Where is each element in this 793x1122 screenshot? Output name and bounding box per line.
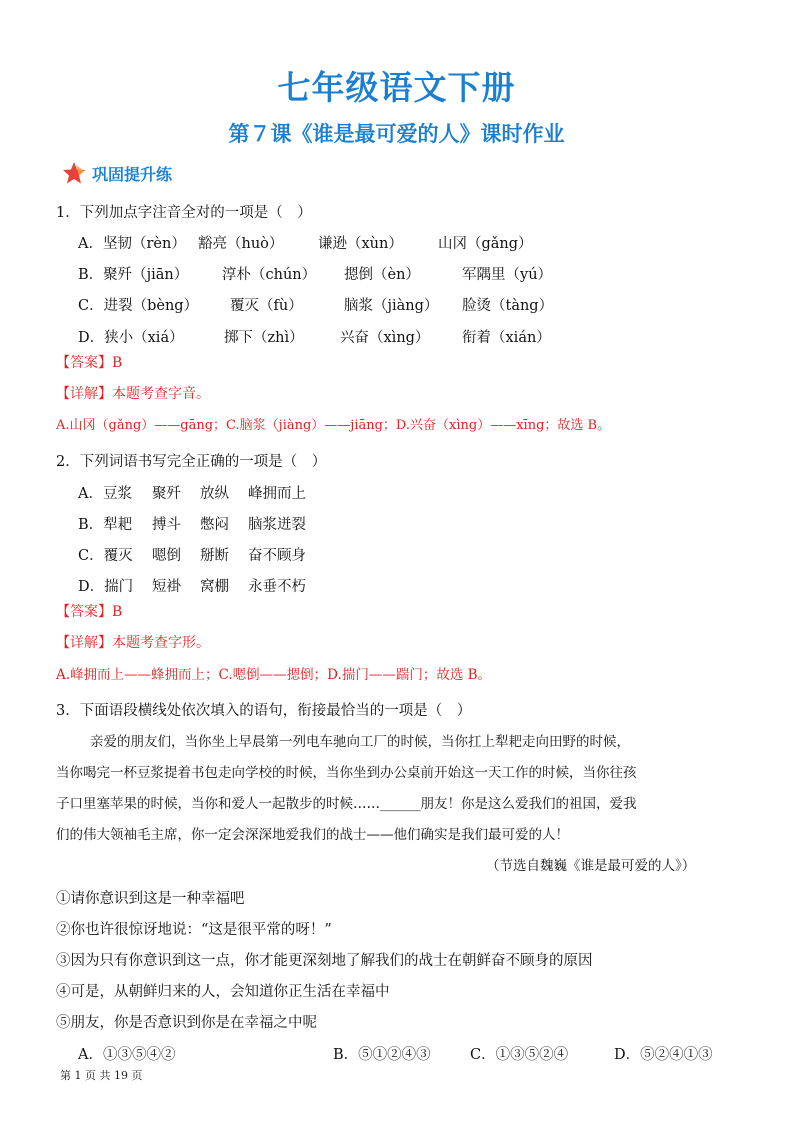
q1-a-4: 山冈（gǎng） [438, 236, 533, 252]
q1-b-3: 摁倒（èn） [344, 267, 420, 283]
q1-c-4: 脸烫（tàng） [462, 298, 554, 314]
lesson-subtitle: 第７课《谁是最可爱的人》课时作业 [228, 122, 565, 146]
q2-d-1: D．揣门 [78, 579, 134, 595]
q2-answer: 【答案】B [56, 604, 123, 620]
q3-passage-line-2: 当你喝完一杯豆浆提着书包走向学校的时候，当你坐到办公桌前开始这一天工作的时候，当你往孩 [56, 765, 637, 781]
q2-b-4: 脑浆迸裂 [248, 517, 306, 533]
q1-b-1: B．聚歼（jiān） [78, 267, 189, 283]
q1-b-4: 军隅里（yú） [462, 267, 553, 283]
q3-statement-5: ⑤朋友，你是否意识到你是在幸福之中呢 [56, 1015, 317, 1031]
question-2-stem: 2．下列词语书写完全正确的一项是（ ） [56, 454, 327, 470]
q3-passage-line-1: 亲爱的朋友们，当你坐上早晨第一列电车驰向工厂的时候，当你扛上犁耙走向田野的时候， [90, 734, 630, 750]
q2-d-4: 永垂不朽 [248, 579, 306, 595]
q1-c-2: 覆灭（fù） [230, 298, 303, 314]
q2-b-2: 搏斗 [152, 517, 181, 533]
q2-a-2: 聚歼 [152, 486, 181, 502]
q2-d-3: 窝棚 [200, 579, 229, 595]
q3-statement-2: ②你也许很惊讶地说：“这是很平常的呀！” [56, 922, 332, 938]
q3-choice-a: A．①③⑤④② [78, 1047, 176, 1063]
q2-a-3: 放纵 [200, 486, 229, 502]
q3-source: （节选自魏巍《谁是最可爱的人》） [486, 858, 696, 874]
q3-statement-1: ①请你意识到这是一种幸福吧 [56, 891, 245, 907]
q1-a-1: A．坚韧（rèn） [78, 236, 186, 252]
q1-option-c [78, 294, 553, 315]
q3-choice-d: D．⑤②④①③ [614, 1047, 713, 1063]
page-title: 七年级语文下册 [277, 68, 516, 107]
q1-option-d [78, 326, 551, 347]
q1-b-2: 淳朴（chún） [222, 267, 317, 283]
q1-d-2: 掷下（zhì） [224, 330, 304, 346]
q2-c-2: 嗯倒 [152, 548, 181, 564]
q3-choice-c: C．①③⑤②④ [470, 1047, 569, 1063]
q1-answer: 【答案】B [56, 355, 123, 371]
q3-passage-line-4: 们的伟大领袖毛主席，你一定会深深地爱我们的战士——他们确实是我们最可爱的人！ [56, 827, 569, 843]
question-3-stem: 3．下面语段横线处依次填入的语句，衔接最恰当的一项是（ ） [56, 703, 472, 719]
section-header [62, 160, 172, 186]
q2-d-2: 短褂 [152, 579, 181, 595]
q2-c-1: C．覆灭 [78, 548, 133, 564]
q3-statement-4: ④可是，从朝鲜归来的人，会知道你正生活在幸福中 [56, 984, 390, 1000]
q1-option-b [78, 263, 552, 284]
q2-option-a [78, 482, 306, 503]
q2-b-3: 憋闷 [200, 517, 229, 533]
q3-statement-3: ③因为只有你意识到这一点，你才能更深刻地了解我们的战士在朝鲜奋不顾身的原因 [56, 953, 593, 969]
q1-d-1: D．狭小（xiá） [78, 330, 184, 346]
q1-option-a [78, 232, 533, 253]
q2-b-1: B．犁耙 [78, 517, 133, 533]
q1-a-3: 谦逊（xùn） [318, 236, 403, 252]
q2-option-b [78, 513, 306, 534]
section-label: 巩固提升练 [92, 164, 173, 184]
q2-a-4: 峰拥而上 [248, 486, 306, 502]
q2-c-3: 掰断 [200, 548, 229, 564]
page-number: 第 1 页 共 19 页 [60, 1069, 143, 1082]
q2-c-4: 奋不顾身 [248, 548, 306, 564]
q2-explanation: A.峰拥而上——蜂拥而上；C.嗯倒——摁倒；D.揣门——踹门；故选 B。 [56, 667, 492, 683]
q1-c-1: C．进裂（bèng） [78, 298, 199, 314]
q1-d-3: 兴奋（xìng） [340, 330, 430, 346]
q2-option-c [78, 544, 306, 565]
question-1-stem: 1．下列加点字注音全对的一项是（ ） [56, 205, 312, 221]
q1-d-4: 衔着（xián） [462, 330, 551, 346]
star-icon [62, 161, 86, 185]
q2-a-1: A．豆浆 [78, 486, 132, 502]
q1-c-3: 脑浆（jiàng） [344, 298, 439, 314]
q2-option-d [78, 575, 306, 596]
q2-analysis: 【详解】本题考查字形。 [56, 635, 210, 651]
q1-analysis: 【详解】本题考查字音。 [56, 386, 210, 402]
q1-explanation: A.山冈（gǎng）——gāng；C.脑浆（jiàng）——jiāng；D.兴奋（xìng）——xīng；故选 B。 [56, 418, 611, 433]
q3-choice-b: B．⑤①②④③ [333, 1047, 431, 1063]
q1-a-2: 豁亮（huò） [198, 236, 284, 252]
q3-passage-line-3: 子口里塞苹果的时候，当你和爱人一起散步的时候……______朋友！你是这么爱我们的祖国，爱我 [56, 796, 637, 812]
